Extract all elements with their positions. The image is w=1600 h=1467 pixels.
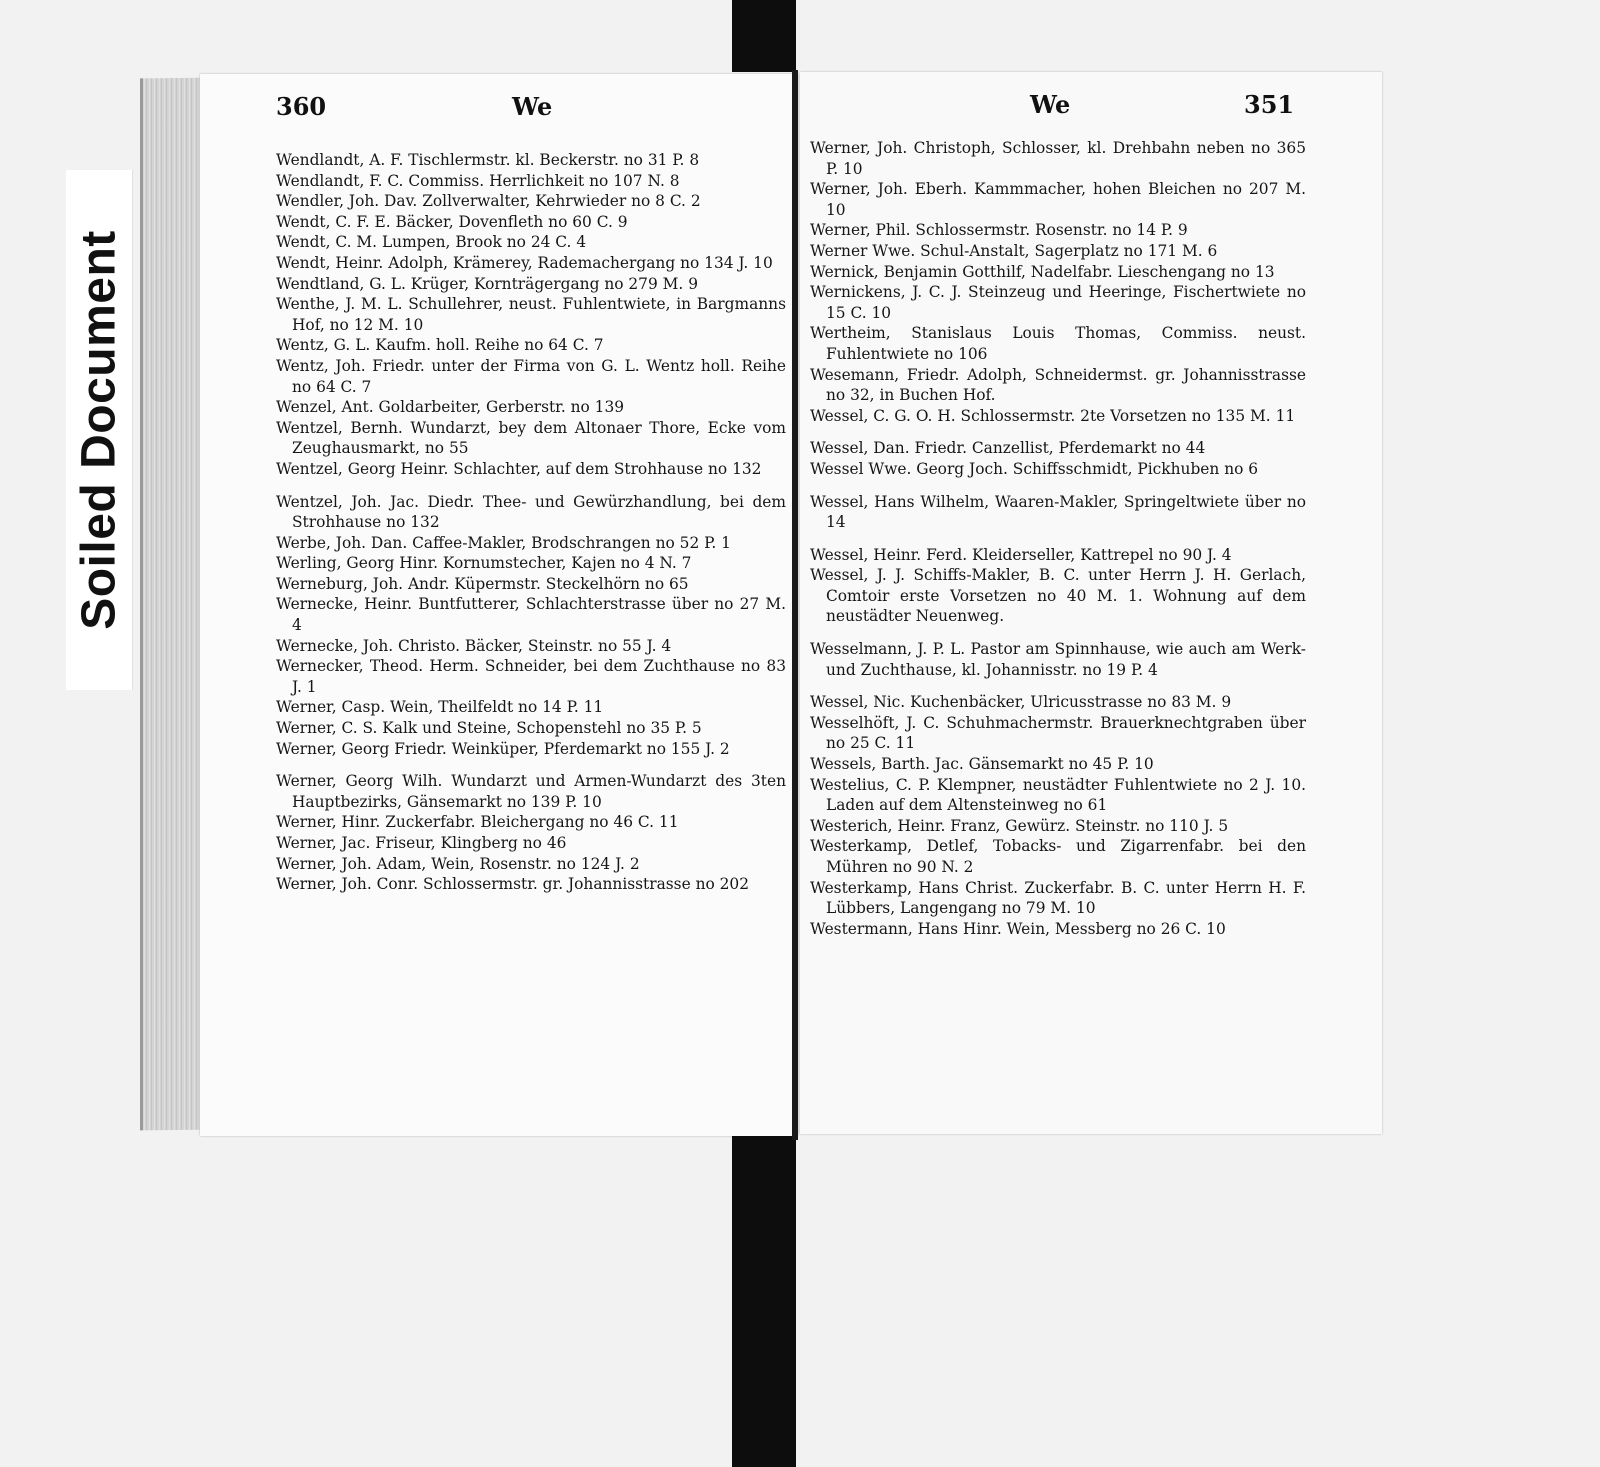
left-page-number: 360 [276,92,327,121]
directory-entry: Wessel Wwe. Georg Joch. Schiffsschmidt, Pickhuben no 6 [810,459,1259,478]
directory-entry: Wentz, G. L. Kaufm. holl. Reihe no 64 C. 7 [276,336,604,355]
directory-entry: Westermann, Hans Hinr. Wein, Messberg no 26 C. 10 [810,919,1226,938]
directory-entry: Westerich, Heinr. Franz, Gewürz. Steinstr. no 110 J. 5 [810,816,1229,835]
directory-entry: Werling, Georg Hinr. Kornumstecher, Kajen no 4 N. 7 [276,554,692,573]
directory-entry: Wendler, Joh. Dav. Zollverwalter, Kehrwieder no 8 C. 2 [276,192,701,211]
directory-entry: Wentzel, Georg Heinr. Schlachter, auf dem Strohhause no 132 [276,459,762,478]
directory-entry: Westerkamp, Detlef, Tobacks- und Zigarrenfabr. bei den Mühren no 90 N. 2 [810,837,1306,876]
directory-entry: Wenzel, Ant. Goldarbeiter, Gerberstr. no 139 [276,398,625,417]
directory-entry: Werbe, Joh. Dan. Caffee-Makler, Brodschrangen no 52 P. 1 [276,533,731,552]
directory-entry: Wendlandt, F. C. Commiss. Herrlichkeit no 107 N. 8 [276,171,680,190]
directory-entry: Werner, Joh. Adam, Wein, Rosenstr. no 124 J. 2 [276,854,640,873]
directory-entry: Wessel, Hans Wilhelm, Waaren-Makler, Springeltwiete über no 14 [810,492,1306,532]
binding-tape-bottom [732,1136,796,1467]
directory-entry: Wenthe, J. M. L. Schullehrer, neust. Fuhlentwiete, in Bargmanns Hof, no 12 M. 10 [276,295,786,334]
directory-entry: Wernick, Benjamin Gotthilf, Nadelfabr. Lieschengang no 13 [810,262,1275,281]
directory-entry: Werner, Casp. Wein, Theilfeldt no 14 P. 11 [276,698,604,717]
directory-entry: Wendt, Heinr. Adolph, Krämerey, Rademachergang no 134 J. 10 [276,253,773,272]
directory-entry: Wentzel, Bernh. Wundarzt, bey dem Altonaer Thore, Ecke vom Zeughausmarkt, no 55 [276,418,786,458]
right-entry-list [810,138,1306,939]
soiled-label-text: Soiled Document [72,230,126,630]
soiled-document-label [66,170,133,690]
directory-entry: Wessels, Barth. Jac. Gänsemarkt no 45 P. 10 [810,755,1154,774]
directory-entry: Wernecke, Heinr. Buntfutterer, Schlachterstrasse über no 27 M. 4 [276,595,786,635]
directory-entry: Werner, Georg Wilh. Wundarzt und Armen-Wundarzt des 3ten Hauptbezirks, Gänsemarkt no 139 P. 10 [276,772,786,811]
binding-tape-top [732,0,796,72]
directory-entry: Wernecke, Joh. Christo. Bäcker, Steinstr. no 55 J. 4 [276,636,672,655]
directory-entry: Werner, Joh. Eberh. Kammmacher, hohen Bleichen no 207 M. 10 [810,180,1306,219]
directory-entry: Wentz, Joh. Friedr. unter der Firma von G. L. Wentz holl. Reihe no 64 C. 7 [276,356,786,396]
left-page [200,74,798,1136]
directory-entry: Westelius, C. P. Klempner, neustädter Fuhlentwiete no 2 J. 10. Laden auf dem Altensteinweg no 61 [810,775,1306,815]
book-gutter [792,70,798,1140]
directory-entry: Wendlandt, A. F. Tischlermstr. kl. Beckerstr. no 31 P. 8 [276,151,700,169]
directory-entry: Wessel, Nic. Kuchenbäcker, Ulricusstrasse no 83 M. 9 [810,693,1232,712]
directory-entry: Wendtland, G. L. Krüger, Kornträgergang no 279 M. 9 [276,274,698,293]
directory-entry: Wessel, Dan. Friedr. Canzellist, Pferdemarkt no 44 [810,439,1206,458]
right-running-head: We [1030,90,1071,119]
left-running-head: We [512,92,553,121]
directory-entry: Werner, Jac. Friseur, Klingberg no 46 [276,834,567,852]
directory-entry: Wessel, C. G. O. H. Schlossermstr. 2te Vorsetzen no 135 M. 11 [810,406,1296,425]
directory-entry: Werner, C. S. Kalk und Steine, Schopenstehl no 35 P. 5 [276,719,702,738]
directory-entry: Wendt, C. M. Lumpen, Brook no 24 C. 4 [276,233,587,252]
directory-entry: Wertheim, Stanislaus Louis Thomas, Commiss. neust. Fuhlentwiete no 106 [810,324,1306,363]
directory-entry: Werner, Georg Friedr. Weinküper, Pferdemarkt no 155 J. 2 [276,739,730,758]
right-page [800,72,1382,1134]
directory-entry: Wernecker, Theod. Herm. Schneider, bei dem Zuchthause no 83 J. 1 [276,657,786,696]
directory-entry: Wesemann, Friedr. Adolph, Schneidermst. gr. Johannisstrasse no 32, in Buchen Hof. [810,365,1306,405]
left-entry-list [276,150,786,895]
directory-entry: Wessel, J. J. Schiffs-Makler, B. C. unter Herrn J. H. Gerlach, Comtoir erste Vorsetzen no 40 M. 1. Wohnung auf dem neustädter Neuenweg. [810,566,1306,626]
directory-entry: Werner, Joh. Conr. Schlossermstr. gr. Johannisstrasse no 202 [276,875,750,894]
directory-entry: Werner Wwe. Schul-Anstalt, Sagerplatz no 171 M. 6 [810,241,1218,260]
right-page-header [800,90,1382,130]
directory-entry: Werneburg, Joh. Andr. Küpermstr. Steckelhörn no 65 [276,574,689,593]
directory-entry: Werner, Hinr. Zuckerfabr. Bleichergang no 46 C. 11 [276,813,679,832]
directory-entry: Westerkamp, Hans Christ. Zuckerfabr. B. C. unter Herrn H. F. Lübbers, Langengang no 79 M. 10 [810,878,1306,918]
directory-entry: Wesselmann, J. P. L. Pastor am Spinnhause, wie auch am Werk- und Zuchthause, kl. Johannisstr. no 19 P. 4 [810,640,1306,679]
directory-entry: Werner, Joh. Christoph, Schlosser, kl. Drehbahn neben no 365 P. 10 [810,139,1306,178]
directory-entry: Wendt, C. F. E. Bäcker, Dovenfleth no 60 C. 9 [276,212,628,231]
directory-entry: Werner, Phil. Schlossermstr. Rosenstr. no 14 P. 9 [810,221,1188,240]
directory-entry: Wessel, Heinr. Ferd. Kleiderseller, Kattrepel no 90 J. 4 [810,545,1232,564]
directory-entry: Wernickens, J. C. J. Steinzeug und Heeringe, Fischertwiete no 15 C. 10 [810,283,1306,322]
directory-entry: Wentzel, Joh. Jac. Diedr. Thee- und Gewürzhandlung, bei dem Strohhause no 132 [276,492,786,532]
directory-entry: Wesselhöft, J. C. Schuhmachermstr. Brauerknechtgraben über no 25 C. 11 [810,713,1306,753]
left-page-header [200,92,798,132]
right-page-number: 351 [1244,90,1295,119]
